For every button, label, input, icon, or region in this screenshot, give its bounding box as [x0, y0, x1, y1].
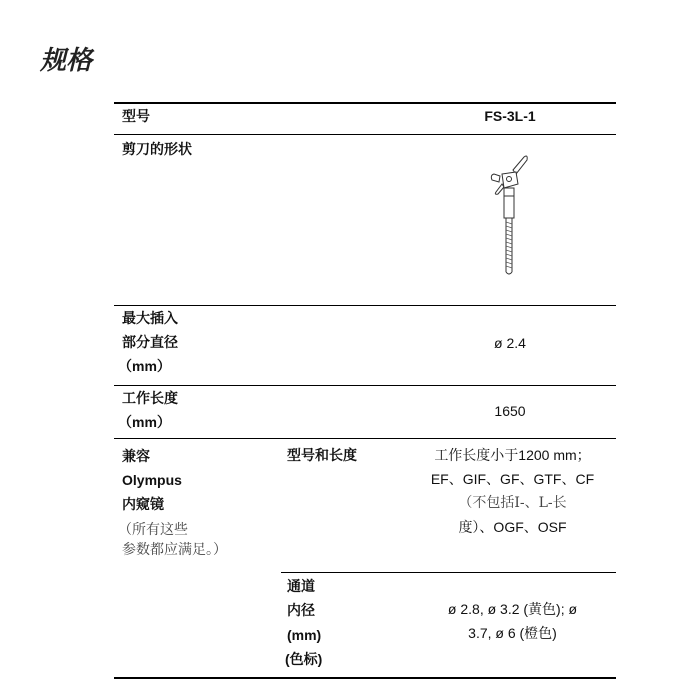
row-divider	[114, 305, 616, 306]
scissors-forceps-illustration	[480, 150, 540, 280]
page-title: 规格	[40, 46, 93, 76]
table-bottom-rule	[114, 677, 616, 679]
header-label: 型号	[122, 108, 150, 124]
max-insert-label-line3: （mm）	[118, 358, 171, 374]
model-length-value-line2: EF、GIF、GF、GTF、CF	[430, 471, 595, 487]
channel-label-line3: (mm)	[287, 627, 322, 643]
model-length-value-line4: 度）、OGF、OSF	[458, 519, 567, 535]
shape-label: 剪刀的形状	[122, 141, 192, 157]
channel-label-line1: 通道	[287, 578, 315, 594]
channel-value-line2: 3.7, ø 6 (橙色)	[468, 625, 557, 641]
work-length-label-line1: 工作长度	[122, 390, 178, 406]
model-length-label: 型号和长度	[287, 448, 357, 464]
row-divider	[114, 134, 616, 135]
channel-label-line2: 内径	[287, 602, 315, 618]
compat-note-line2: 参数都应满足。）	[122, 542, 227, 558]
channel-label-line4: (色标)	[285, 651, 323, 667]
channel-value-line1: ø 2.8, ø 3.2 (黄色); ø	[447, 601, 578, 617]
row-divider	[114, 385, 616, 386]
row-divider	[114, 438, 616, 439]
compat-label-line1: 兼容	[122, 448, 150, 464]
max-insert-value: ø 2.4	[494, 335, 526, 351]
header-model-value: FS-3L-1	[484, 108, 536, 124]
max-insert-label-line1: 最大插入	[122, 310, 178, 326]
work-length-label-line2: （mm）	[118, 414, 171, 430]
model-length-value-line3: （不包括I-、L-长	[458, 495, 567, 511]
max-insert-label-line2: 部分直径	[122, 334, 178, 350]
compat-note-line1: （所有这些	[118, 522, 188, 538]
compat-label-line2: Olympus	[122, 472, 182, 488]
model-length-value-line1: 工作长度小于1200 mm；	[434, 447, 591, 463]
work-length-value: 1650	[494, 403, 526, 419]
compat-label-line3: 内窥镜	[122, 496, 164, 512]
sub-row-divider	[281, 572, 616, 573]
